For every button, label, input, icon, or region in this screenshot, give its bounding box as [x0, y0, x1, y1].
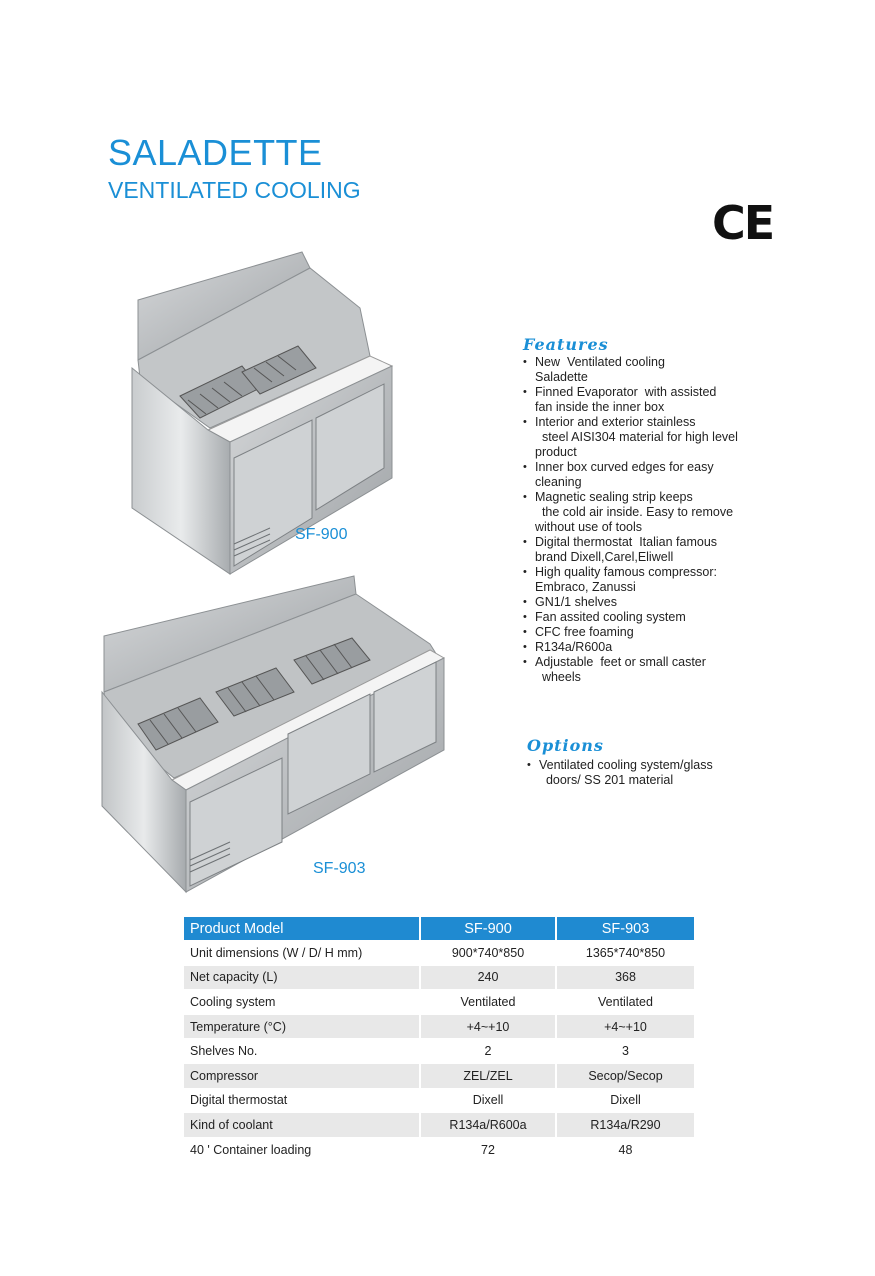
row-label: Kind of coolant	[184, 1113, 420, 1138]
row-label: Compressor	[184, 1063, 420, 1088]
table-row	[184, 965, 694, 990]
feature-item: • Inner box curved edges for easy cleaning	[523, 460, 753, 490]
sf-903-value: R134a/R290	[556, 1113, 694, 1138]
row-label: Temperature (°C)	[184, 1014, 420, 1039]
table-row	[184, 1088, 694, 1113]
features-list	[523, 355, 753, 685]
features-heading: Features	[523, 335, 609, 354]
feature-item: • Adjustable feet or small caster wheels	[523, 655, 753, 685]
sf-903-value: 368	[556, 965, 694, 990]
sf-903-value: 1365*740*850	[556, 941, 694, 966]
table-row	[184, 941, 694, 966]
page-title: SALADETTE	[108, 132, 323, 173]
sf-903-product-image	[100, 574, 445, 894]
sf-903-label: SF-903	[313, 860, 366, 877]
sf-903-value: +4~+10	[556, 1014, 694, 1039]
sf-900-value: ZEL/ZEL	[420, 1063, 556, 1088]
options-heading: Options	[527, 736, 604, 755]
sf-903-value: Secop/Secop	[556, 1063, 694, 1088]
sf-903-value: Dixell	[556, 1088, 694, 1113]
sf-903-value: Ventilated	[556, 990, 694, 1015]
table-row	[184, 1039, 694, 1064]
feature-item: • New Ventilated cooling Saladette	[523, 355, 753, 385]
row-label: 40 ' Container loading	[184, 1137, 420, 1161]
table-row	[184, 1014, 694, 1039]
row-label: Cooling system	[184, 990, 420, 1015]
sf-900-value: +4~+10	[420, 1014, 556, 1039]
feature-item: • GN1/1 shelves	[523, 595, 753, 610]
option-item: • Ventilated cooling system/glass doors/ SS 201 material	[527, 758, 757, 788]
feature-item: • High quality famous compressor: Embraco, Zanussi	[523, 565, 753, 595]
feature-item: • Magnetic sealing strip keeps the cold air inside. Easy to remove without use of tools	[523, 490, 753, 535]
feature-item: • Digital thermostat Italian famous brand Dixell,Carel,Eliwell	[523, 535, 753, 565]
sf-900-value: 240	[420, 965, 556, 990]
sf-900-value: 72	[420, 1137, 556, 1161]
options-list	[527, 758, 757, 788]
row-label: Digital thermostat	[184, 1088, 420, 1113]
ce-mark: CE	[712, 196, 774, 250]
row-label: Shelves No.	[184, 1039, 420, 1064]
sf-900-value: Ventilated	[420, 990, 556, 1015]
header-sf-900: SF-900	[420, 917, 556, 941]
feature-item: • CFC free foaming	[523, 625, 753, 640]
feature-item: • Finned Evaporator with assisted fan inside the inner box	[523, 385, 753, 415]
sf-900-value: Dixell	[420, 1088, 556, 1113]
sf-900-value: 900*740*850	[420, 941, 556, 966]
table-row	[184, 990, 694, 1015]
sf-900-product-image	[130, 248, 395, 578]
header-sf-903: SF-903	[556, 917, 694, 941]
row-label: Net capacity (L)	[184, 965, 420, 990]
sf-903-value: 48	[556, 1137, 694, 1161]
feature-item: • Fan assited cooling system	[523, 610, 753, 625]
table-row	[184, 1137, 694, 1161]
header-product-model: Product Model	[184, 917, 420, 941]
row-label: Unit dimensions (W / D/ H mm)	[184, 941, 420, 966]
sf-900-value: R134a/R600a	[420, 1113, 556, 1138]
sf-900-label: SF-900	[295, 526, 348, 543]
table-row	[184, 1113, 694, 1138]
feature-item: • Interior and exterior stainless steel AISI304 material for high level product	[523, 415, 753, 460]
table-row	[184, 1063, 694, 1088]
sf-903-value: 3	[556, 1039, 694, 1064]
page-subtitle: VENTILATED COOLING	[108, 177, 361, 203]
spec-table	[184, 917, 694, 1161]
feature-item: • R134a/R600a	[523, 640, 753, 655]
sf-900-value: 2	[420, 1039, 556, 1064]
spec-table-header	[184, 917, 694, 941]
